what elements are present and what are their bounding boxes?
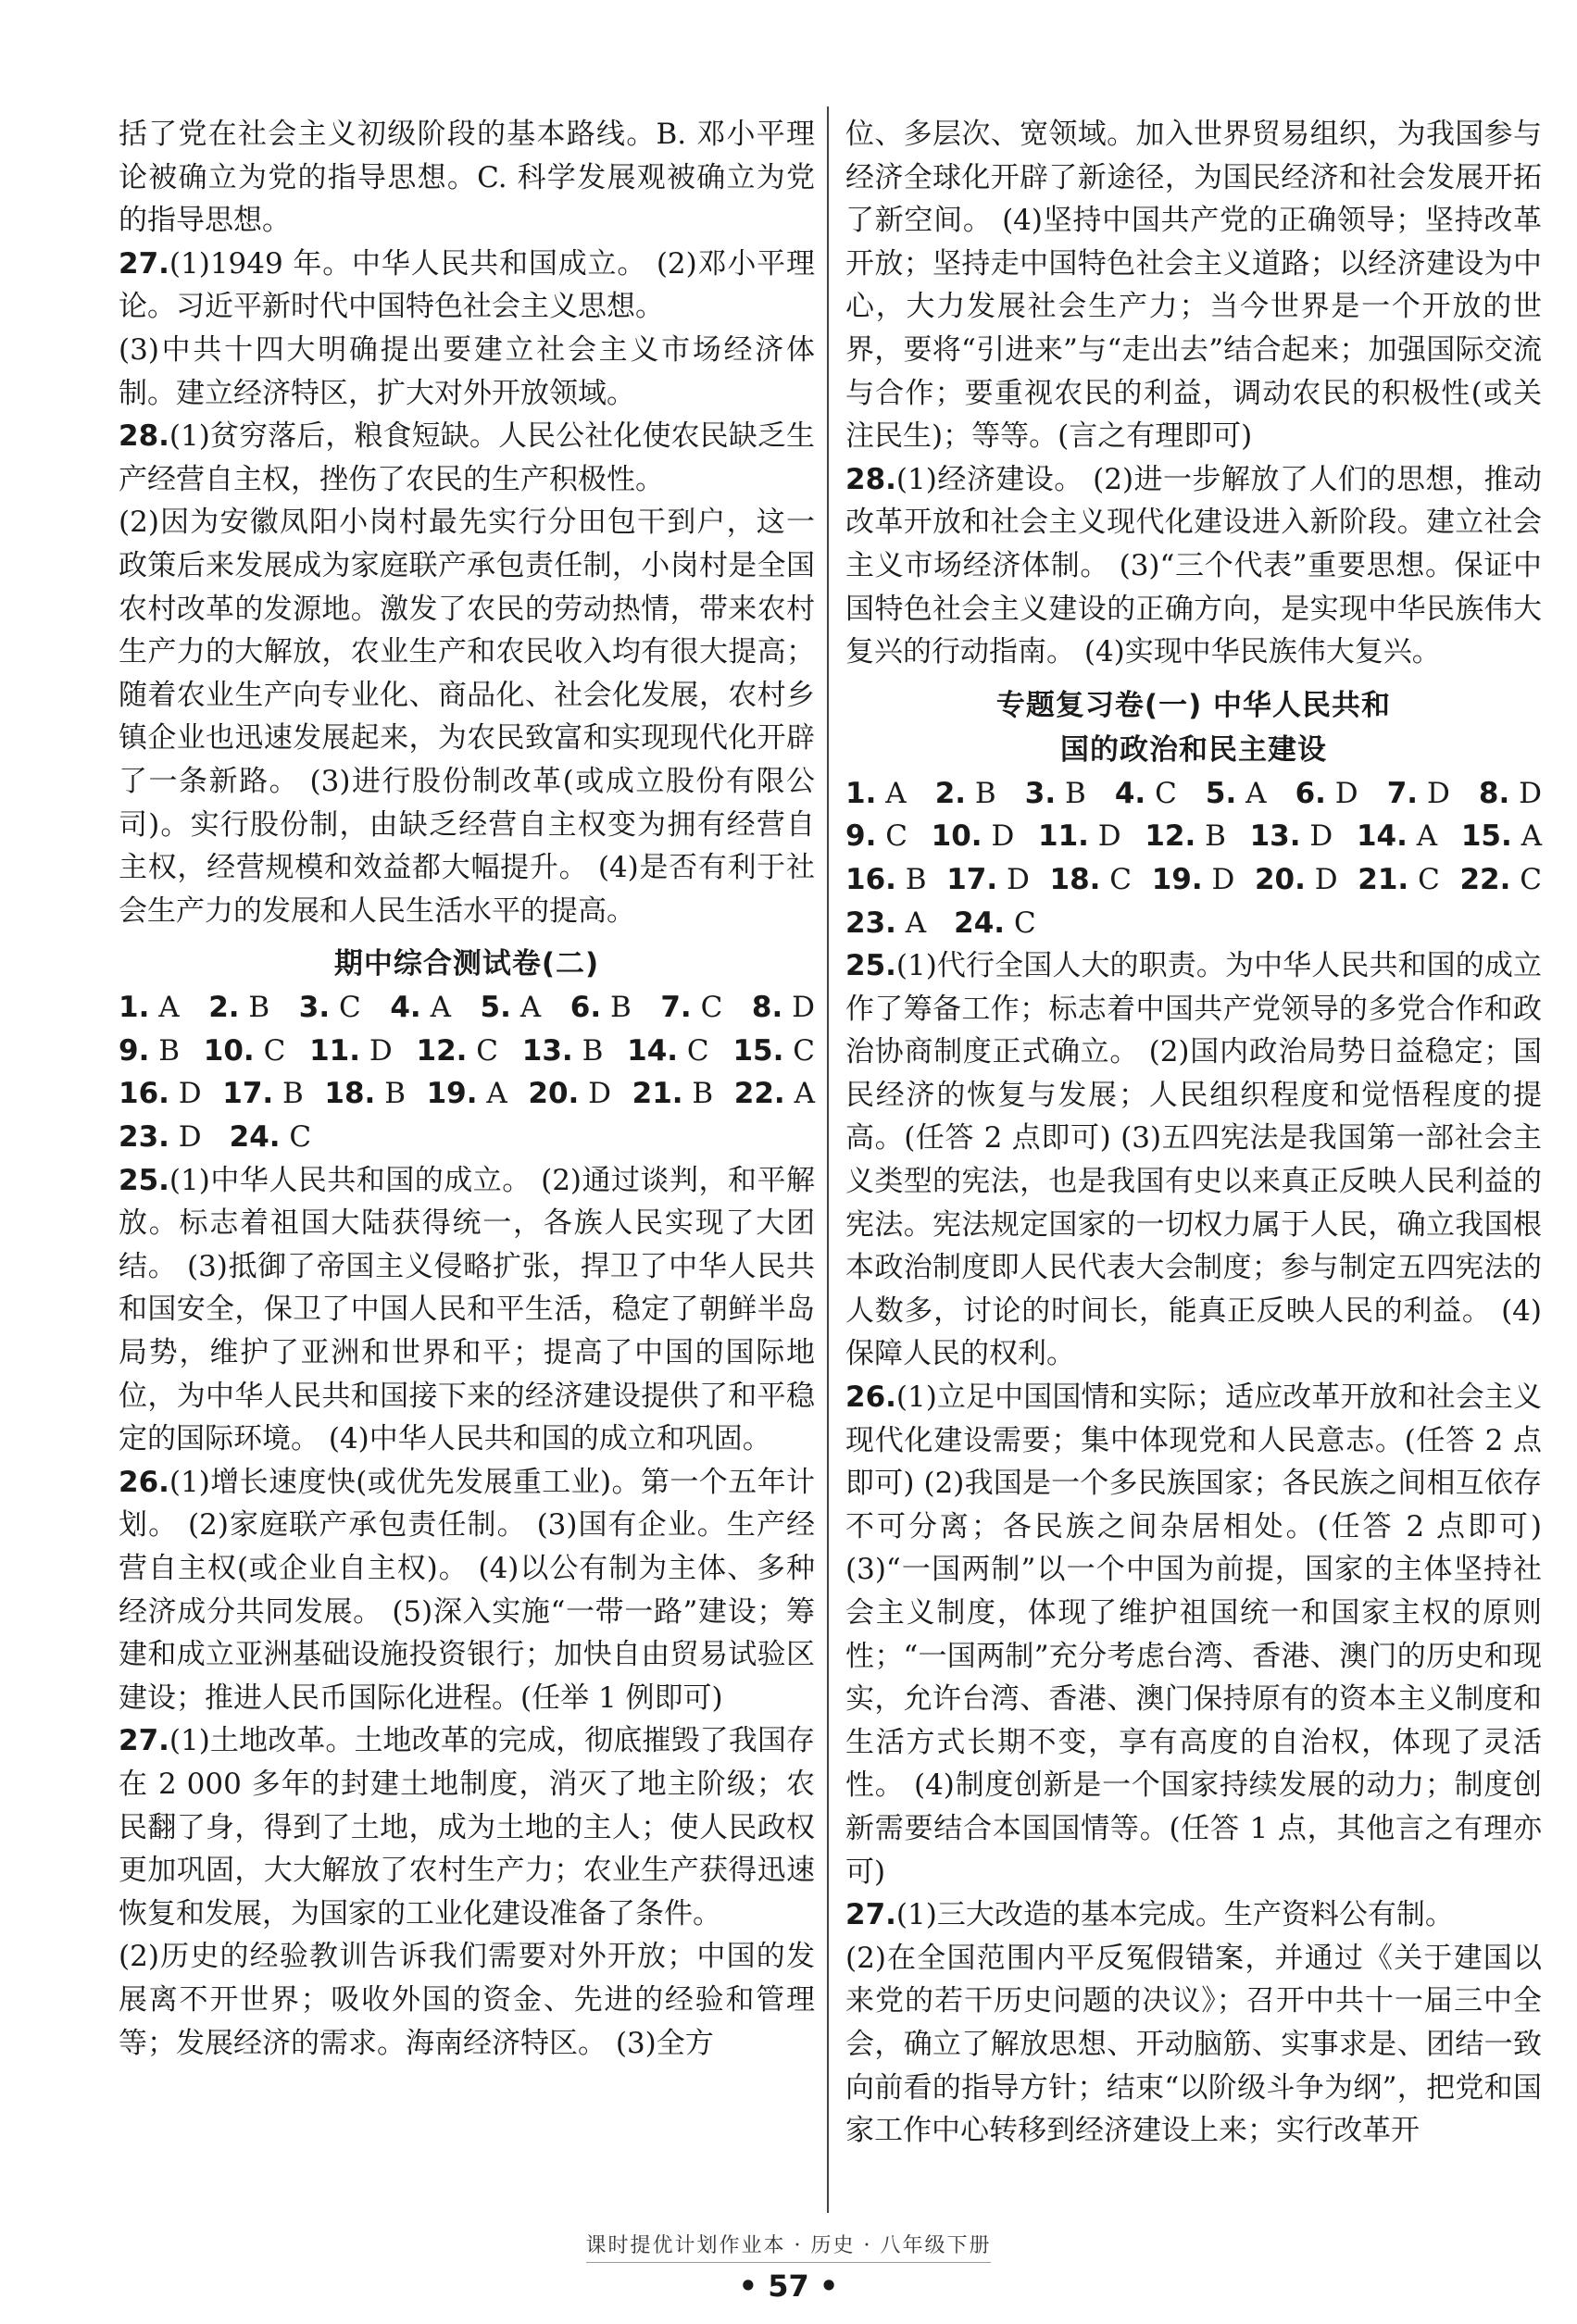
answer-number: 12. xyxy=(1145,819,1196,854)
answer-number: 10. xyxy=(203,1033,255,1068)
answer-letter: C xyxy=(263,1033,286,1068)
answer-number: 18. xyxy=(324,1077,376,1111)
answer-number: 4. xyxy=(390,991,421,1025)
answer-item xyxy=(932,815,1015,858)
answer-letter: B xyxy=(692,1077,714,1111)
answer-item xyxy=(324,1072,406,1116)
answer-item xyxy=(481,986,542,1030)
answer-number: 3. xyxy=(298,991,331,1025)
answer-letter: D xyxy=(588,1077,612,1111)
answer-number: 21. xyxy=(1358,862,1409,896)
question-number: 27. xyxy=(119,246,169,281)
question-28 xyxy=(845,458,1542,674)
answer-letter: B xyxy=(1064,776,1086,810)
answer-number: 20. xyxy=(528,1077,580,1111)
answer-number: 1. xyxy=(119,991,150,1025)
answer-item xyxy=(1459,858,1542,902)
answer-letter: D xyxy=(1211,862,1235,896)
answer-letter: A xyxy=(794,1077,815,1111)
answer-letter: D xyxy=(1314,862,1338,896)
answer-letter: C xyxy=(793,1033,815,1068)
answer-number: 1. xyxy=(845,776,877,810)
answer-letter: C xyxy=(1013,906,1036,940)
answer-number: 16. xyxy=(119,1077,169,1111)
question-text: (1)贫穷落后，粮食短缺。人民公社化使农民缺乏生产经营自主权，挫伤了农民的生产积极性。 xyxy=(119,419,815,496)
left-column xyxy=(119,113,815,2065)
answer-letter: C xyxy=(885,819,907,854)
column-divider xyxy=(827,106,829,2213)
question-26 xyxy=(845,1376,1542,1893)
question-27-part-1 xyxy=(845,1893,1542,1937)
answer-letter: B xyxy=(384,1077,406,1111)
answer-row xyxy=(119,1030,815,1073)
answer-letter: C xyxy=(476,1033,499,1068)
answer-item xyxy=(752,986,815,1030)
answer-item xyxy=(1250,815,1333,858)
question-text: (1)中华人民共和国的成立。 (2)通过谈判，和平解放。标志着祖国大陆获得统一，各族人民实现了大团结。 (3)抵御了帝国主义侵略扩张，捍卫了中华人民共和国安全，保卫了中国人民和平生活，稳定了朝鲜半岛局势，维护了亚洲和世界和平；提高了中国的国际地位，为中华人民共和国接下来的经济建设提供了和平稳定的国际环境。 (4)中华人民共和国的成立和巩固。 xyxy=(119,1163,815,1456)
answer-row xyxy=(119,1116,815,1159)
answer-number: 17. xyxy=(946,862,998,896)
answer-item xyxy=(632,1072,714,1116)
answer-item xyxy=(1358,858,1440,902)
answer-letter: A xyxy=(905,906,927,940)
answer-letter: C xyxy=(1520,862,1542,896)
answer-item xyxy=(1479,772,1542,816)
question-25 xyxy=(845,944,1542,1376)
answer-number: 7. xyxy=(1386,776,1419,810)
right-column xyxy=(845,113,1542,2153)
answer-item xyxy=(1461,815,1542,858)
question-27-part-1 xyxy=(119,243,815,329)
answer-item xyxy=(230,1116,312,1159)
answer-number: 24. xyxy=(954,906,1006,940)
answer-letter: B xyxy=(582,1033,604,1068)
answer-letter: A xyxy=(1245,776,1267,810)
answer-number: 7. xyxy=(660,991,692,1025)
answer-item xyxy=(845,858,927,902)
answer-letter: D xyxy=(1519,776,1542,810)
answer-number: 22. xyxy=(733,1077,785,1111)
answer-number: 12. xyxy=(416,1033,468,1068)
answer-number: 8. xyxy=(751,991,783,1025)
question-number: 26. xyxy=(119,1465,169,1499)
question-text: (1)经济建设。 (2)进一步解放了人们的思想，推动改革开放和社会主义现代化建设进入新阶段。建立社会主义市场经济体制。 (3)“三个代表”重要思想。保证中国特色社会主义建设的正确方向，是实现中华民族伟大复兴的行动指南。 (4)实现中华民族伟大复兴。 xyxy=(845,462,1542,669)
answer-item xyxy=(1295,772,1358,816)
answer-number: 15. xyxy=(1460,819,1512,854)
answer-item xyxy=(845,902,926,945)
answer-letter: A xyxy=(1521,819,1542,854)
question-27-part-2: (2)历史的经验教训告诉我们需要对外开放；中国的发展离不开世界；吸收外国的资金、先进的经验和管理等；发展经济的需求。海南经济特区。 (3)全方 xyxy=(119,1940,815,2060)
answer-number: 18. xyxy=(1049,862,1101,896)
answer-letter: B xyxy=(609,991,632,1025)
answer-number: 11. xyxy=(309,1033,360,1068)
question-text: (1)三大改造的基本完成。生产资料公有制。 xyxy=(895,1898,1454,1932)
answer-letter: D xyxy=(1097,819,1121,854)
page-number: • 57 • xyxy=(738,2268,839,2304)
question-number: 28. xyxy=(119,419,169,454)
answer-number: 13. xyxy=(521,1033,573,1068)
answer-item xyxy=(935,772,996,816)
answer-letter: D xyxy=(792,991,815,1025)
question-text: (1)1949 年。中华人民共和国成立。 (2)邓小平理论。习近平新时代中国特色社会主义思想。 xyxy=(119,246,815,324)
answer-item xyxy=(570,986,632,1030)
book-title: 课时提优计划作业本 · 历史 · 八年级下册 xyxy=(586,2230,992,2263)
page-footer xyxy=(0,2230,1577,2304)
question-number: 26. xyxy=(845,1381,896,1415)
answer-item xyxy=(427,1072,507,1116)
answer-letter: D xyxy=(1334,776,1358,810)
question-number: 28. xyxy=(845,462,896,496)
answer-item xyxy=(732,1030,815,1073)
answer-item xyxy=(627,1030,709,1073)
answer-letter: A xyxy=(885,776,907,810)
answer-item xyxy=(1025,772,1086,816)
answer-number: 22. xyxy=(1459,862,1511,896)
answer-number: 14. xyxy=(627,1033,679,1068)
answer-number: 23. xyxy=(845,906,896,940)
answer-letter: D xyxy=(369,1033,393,1068)
answer-item xyxy=(119,1030,180,1073)
answer-item xyxy=(417,1030,499,1073)
question-27-part-2: (2)在全国范围内平反冤假错案，并通过《关于建国以来党的若干历史问题的决议》；召开中共十一届三中全会，确立了解放思想、开动脑筋、实事求是、团结一致向前看的指导方针；结束“以阶级斗争为纲”，把党和国家工作中心转移到经济建设上来；实行改革开 xyxy=(845,1941,1542,2148)
answer-number: 5. xyxy=(1205,776,1237,810)
answer-item xyxy=(1206,772,1267,816)
answer-number: 14. xyxy=(1356,819,1408,854)
paragraph: 位、多层次、宽领域。加入世界贸易组织，为我国参与经济全球化开辟了新途径，为国民经济和社会发展开拓了新空间。 (4)坚持中国共产党的正确领导；坚持改革开放；坚持走中国特色社会主义道路；以经济建设为中心，大力发展社会生产力；当今世界是一个开放的世界，要将“引进来”与“走出去”结合起来；加强国际交流与合作；要重视农民的利益，调动农民的积极性(或关注民生)；等等。(言之有理即可) xyxy=(845,118,1542,454)
section-heading-topic-1: 专题复习卷(一) 中华人民共和 xyxy=(995,688,1392,722)
question-28-part-2: (2)因为安徽凤阳小岗村最先实行分田包干到户，这一政策后来发展成为家庭联产承包责任制，小岗村是全国农村改革的发源地。激发了农民的劳动热情，带来农村生产力的大解放，农业生产和农民收入均有很大提高；随着农业生产向专业化、商品化、社会化发展，农村乡镇企业也迅速发展起来，为农民致富和实现现代化开辟了一条新路。 (3)进行股份制改革(或成立股份有限公司)。实行股份制，由缺乏经营自主权变为拥有经营自主权，经营规模和效益都大幅提升。 (4)是否有利于社会生产力的发展和人民生活水平的提高。 xyxy=(119,506,815,928)
answer-number: 4. xyxy=(1114,776,1146,810)
paragraph: 括了党在社会主义初级阶段的基本路线。B. 邓小平理论被确立为党的指导思想。C. 科学发展观被确立为党的指导思想。 xyxy=(119,118,815,238)
answer-item xyxy=(522,1030,604,1073)
answer-item xyxy=(119,1072,202,1116)
question-26 xyxy=(119,1461,815,1720)
answer-number: 17. xyxy=(222,1077,274,1111)
question-25 xyxy=(119,1159,815,1461)
answer-item xyxy=(208,986,269,1030)
answer-letter: B xyxy=(974,776,996,810)
answer-letter: C xyxy=(289,1120,312,1155)
question-27-part-3: (3)中共十四大明确提出要建立社会主义市场经济体制。建立经济特区，扩大对外开放领域。 xyxy=(119,332,815,410)
answer-row xyxy=(845,858,1542,902)
answer-letter: C xyxy=(1109,862,1133,896)
answer-letter: D xyxy=(1007,862,1030,896)
answer-item xyxy=(119,1116,202,1159)
answer-number: 6. xyxy=(1295,776,1326,810)
section-heading-topic-1-line-2: 国的政治和民主建设 xyxy=(1060,732,1327,767)
question-text: (1)土地改革。土地改革的完成，彻底摧毁了我国存在 2 000 多年的封建土地制度，消灭了地主阶级；农民翻了身，得到了土地，成为土地的主人；使人民政权更加巩固，大大解放了农村生产力；农业生产获得迅速恢复和发展，为国家的工业化建设准备了条件。 xyxy=(119,1724,815,1930)
answer-letter: B xyxy=(905,862,927,896)
question-28-part-1 xyxy=(119,415,815,501)
answer-row xyxy=(845,772,1542,816)
answer-item xyxy=(954,902,1036,945)
answer-number: 19. xyxy=(426,1077,478,1111)
answer-letter: A xyxy=(158,991,180,1025)
answer-row xyxy=(119,986,815,1030)
answer-letter: A xyxy=(1416,819,1438,854)
question-text: (1)立足中国国情和实际；适应改革开放和社会主义现代化建设需要；集中体现党和人民意志。(任答 2 点即可) (2)我国是一个多民族国家；各民族之间相互依存不可分离；各民族之间杂居相处。(任答 2 点即可) (3)“一国两制”以一个中国为前提，国家的主体坚持社会主义制度，体现了维护祖国统一和国家主权的原则性；“一国两制”充分考虑台湾、香港、澳门的历史和现实，允许台湾、香港、澳门保持原有的资本主义制度和生活方式长期不变，享有高度的自治权，体现了灵活性。 (4)制度创新是一个国家持续发展的动力；制度创新需要结合本国国情等。(任答 1 点，其他言之有理亦可) xyxy=(845,1381,1542,1889)
answer-number: 15. xyxy=(732,1033,784,1068)
answer-item xyxy=(299,986,361,1030)
question-number: 27. xyxy=(845,1898,896,1932)
multiple-choice-answers xyxy=(845,772,1542,944)
answer-letter: C xyxy=(339,991,361,1025)
answer-row xyxy=(845,815,1542,858)
answer-letter: D xyxy=(178,1120,202,1155)
question-number: 27. xyxy=(119,1724,169,1758)
answer-letter: B xyxy=(248,991,270,1025)
answer-letter: C xyxy=(1418,862,1440,896)
answer-letter: C xyxy=(700,991,723,1025)
answer-number: 24. xyxy=(229,1120,281,1155)
answer-letter: D xyxy=(178,1077,202,1111)
answer-item xyxy=(845,772,907,816)
answer-letter: B xyxy=(282,1077,304,1111)
question-text: (1)增长速度快(或优先发展重工业)。第一个五年计划。 (2)家庭联产承包责任制。 (3)国有企业。生产经营自主权(或企业自主权)。 (4)以公有制为主体、多种经济成分共同发展。 (5)深入实施“一带一路”建设；筹建和成立亚洲基础设施投资银行；加快自由贸易试验区建设；推进人民币国际化进程。(任举 1 例即可) xyxy=(119,1465,815,1715)
answer-number: 19. xyxy=(1151,862,1203,896)
answer-letter: C xyxy=(686,1033,709,1068)
answer-item xyxy=(845,815,907,858)
answer-letter: D xyxy=(991,819,1015,854)
answer-number: 3. xyxy=(1024,776,1057,810)
answer-item xyxy=(1115,772,1177,816)
answer-item xyxy=(946,858,1030,902)
question-number: 25. xyxy=(119,1163,169,1197)
answer-letter: D xyxy=(1309,819,1333,854)
answer-number: 20. xyxy=(1254,862,1306,896)
multiple-choice-answers xyxy=(119,986,815,1158)
answer-letter: C xyxy=(1155,776,1177,810)
answer-letter: A xyxy=(519,991,542,1025)
answer-item xyxy=(390,986,451,1030)
question-27-part-1 xyxy=(119,1719,815,1935)
answer-letter: B xyxy=(1205,819,1226,854)
answer-number: 8. xyxy=(1478,776,1510,810)
answer-item xyxy=(528,1072,611,1116)
question-number: 25. xyxy=(845,949,896,983)
answer-letter: A xyxy=(486,1077,507,1111)
answer-number: 21. xyxy=(632,1077,683,1111)
answer-letter: B xyxy=(158,1033,180,1068)
answer-item xyxy=(660,986,722,1030)
answer-number: 11. xyxy=(1038,819,1089,854)
answer-item xyxy=(222,1072,304,1116)
answer-letter: A xyxy=(430,991,451,1025)
answer-item xyxy=(1038,815,1121,858)
answer-item xyxy=(204,1030,286,1073)
answer-item xyxy=(1255,858,1338,902)
answer-number: 5. xyxy=(480,991,511,1025)
answer-row xyxy=(119,1072,815,1116)
question-text: (1)代行全国人大的职责。为中华人民共和国的成立作了筹备工作；标志着中国共产党领导的多党合作和政治协商制度正式确立。 (2)国内政治局势日益稳定；国民经济的恢复与发展；人民组织程度和觉悟程度的提高。(任答 2 点即可) (3)五四宪法是我国第一部社会主义类型的宪法，也是我国有史以来真正反映人民利益的宪法。宪法规定国家的一切权力属于人民，确立我国根本政治制度即人民代表大会制度；参与制定五四宪法的人数多，讨论的时间长，能真正反映人民的利益。 (4)保障人民的权利。 xyxy=(845,949,1542,1371)
answer-item xyxy=(309,1030,393,1073)
answer-number: 23. xyxy=(119,1120,169,1155)
answer-number: 9. xyxy=(119,1033,150,1068)
answer-number: 2. xyxy=(208,991,240,1025)
answer-number: 2. xyxy=(934,776,967,810)
answer-number: 6. xyxy=(569,991,602,1025)
answer-item xyxy=(734,1072,815,1116)
answer-row xyxy=(845,902,1542,945)
answer-number: 10. xyxy=(931,819,982,854)
answer-number: 9. xyxy=(845,819,877,854)
answer-item xyxy=(119,986,180,1030)
answer-item xyxy=(1050,858,1133,902)
section-heading-midterm: 期中综合测试卷(二) xyxy=(333,947,600,981)
answer-item xyxy=(1152,858,1235,902)
answer-item xyxy=(1145,815,1226,858)
answer-item xyxy=(1387,772,1450,816)
answer-number: 16. xyxy=(845,862,896,896)
answer-item xyxy=(1357,815,1437,858)
answer-letter: D xyxy=(1426,776,1450,810)
answer-number: 13. xyxy=(1249,819,1301,854)
